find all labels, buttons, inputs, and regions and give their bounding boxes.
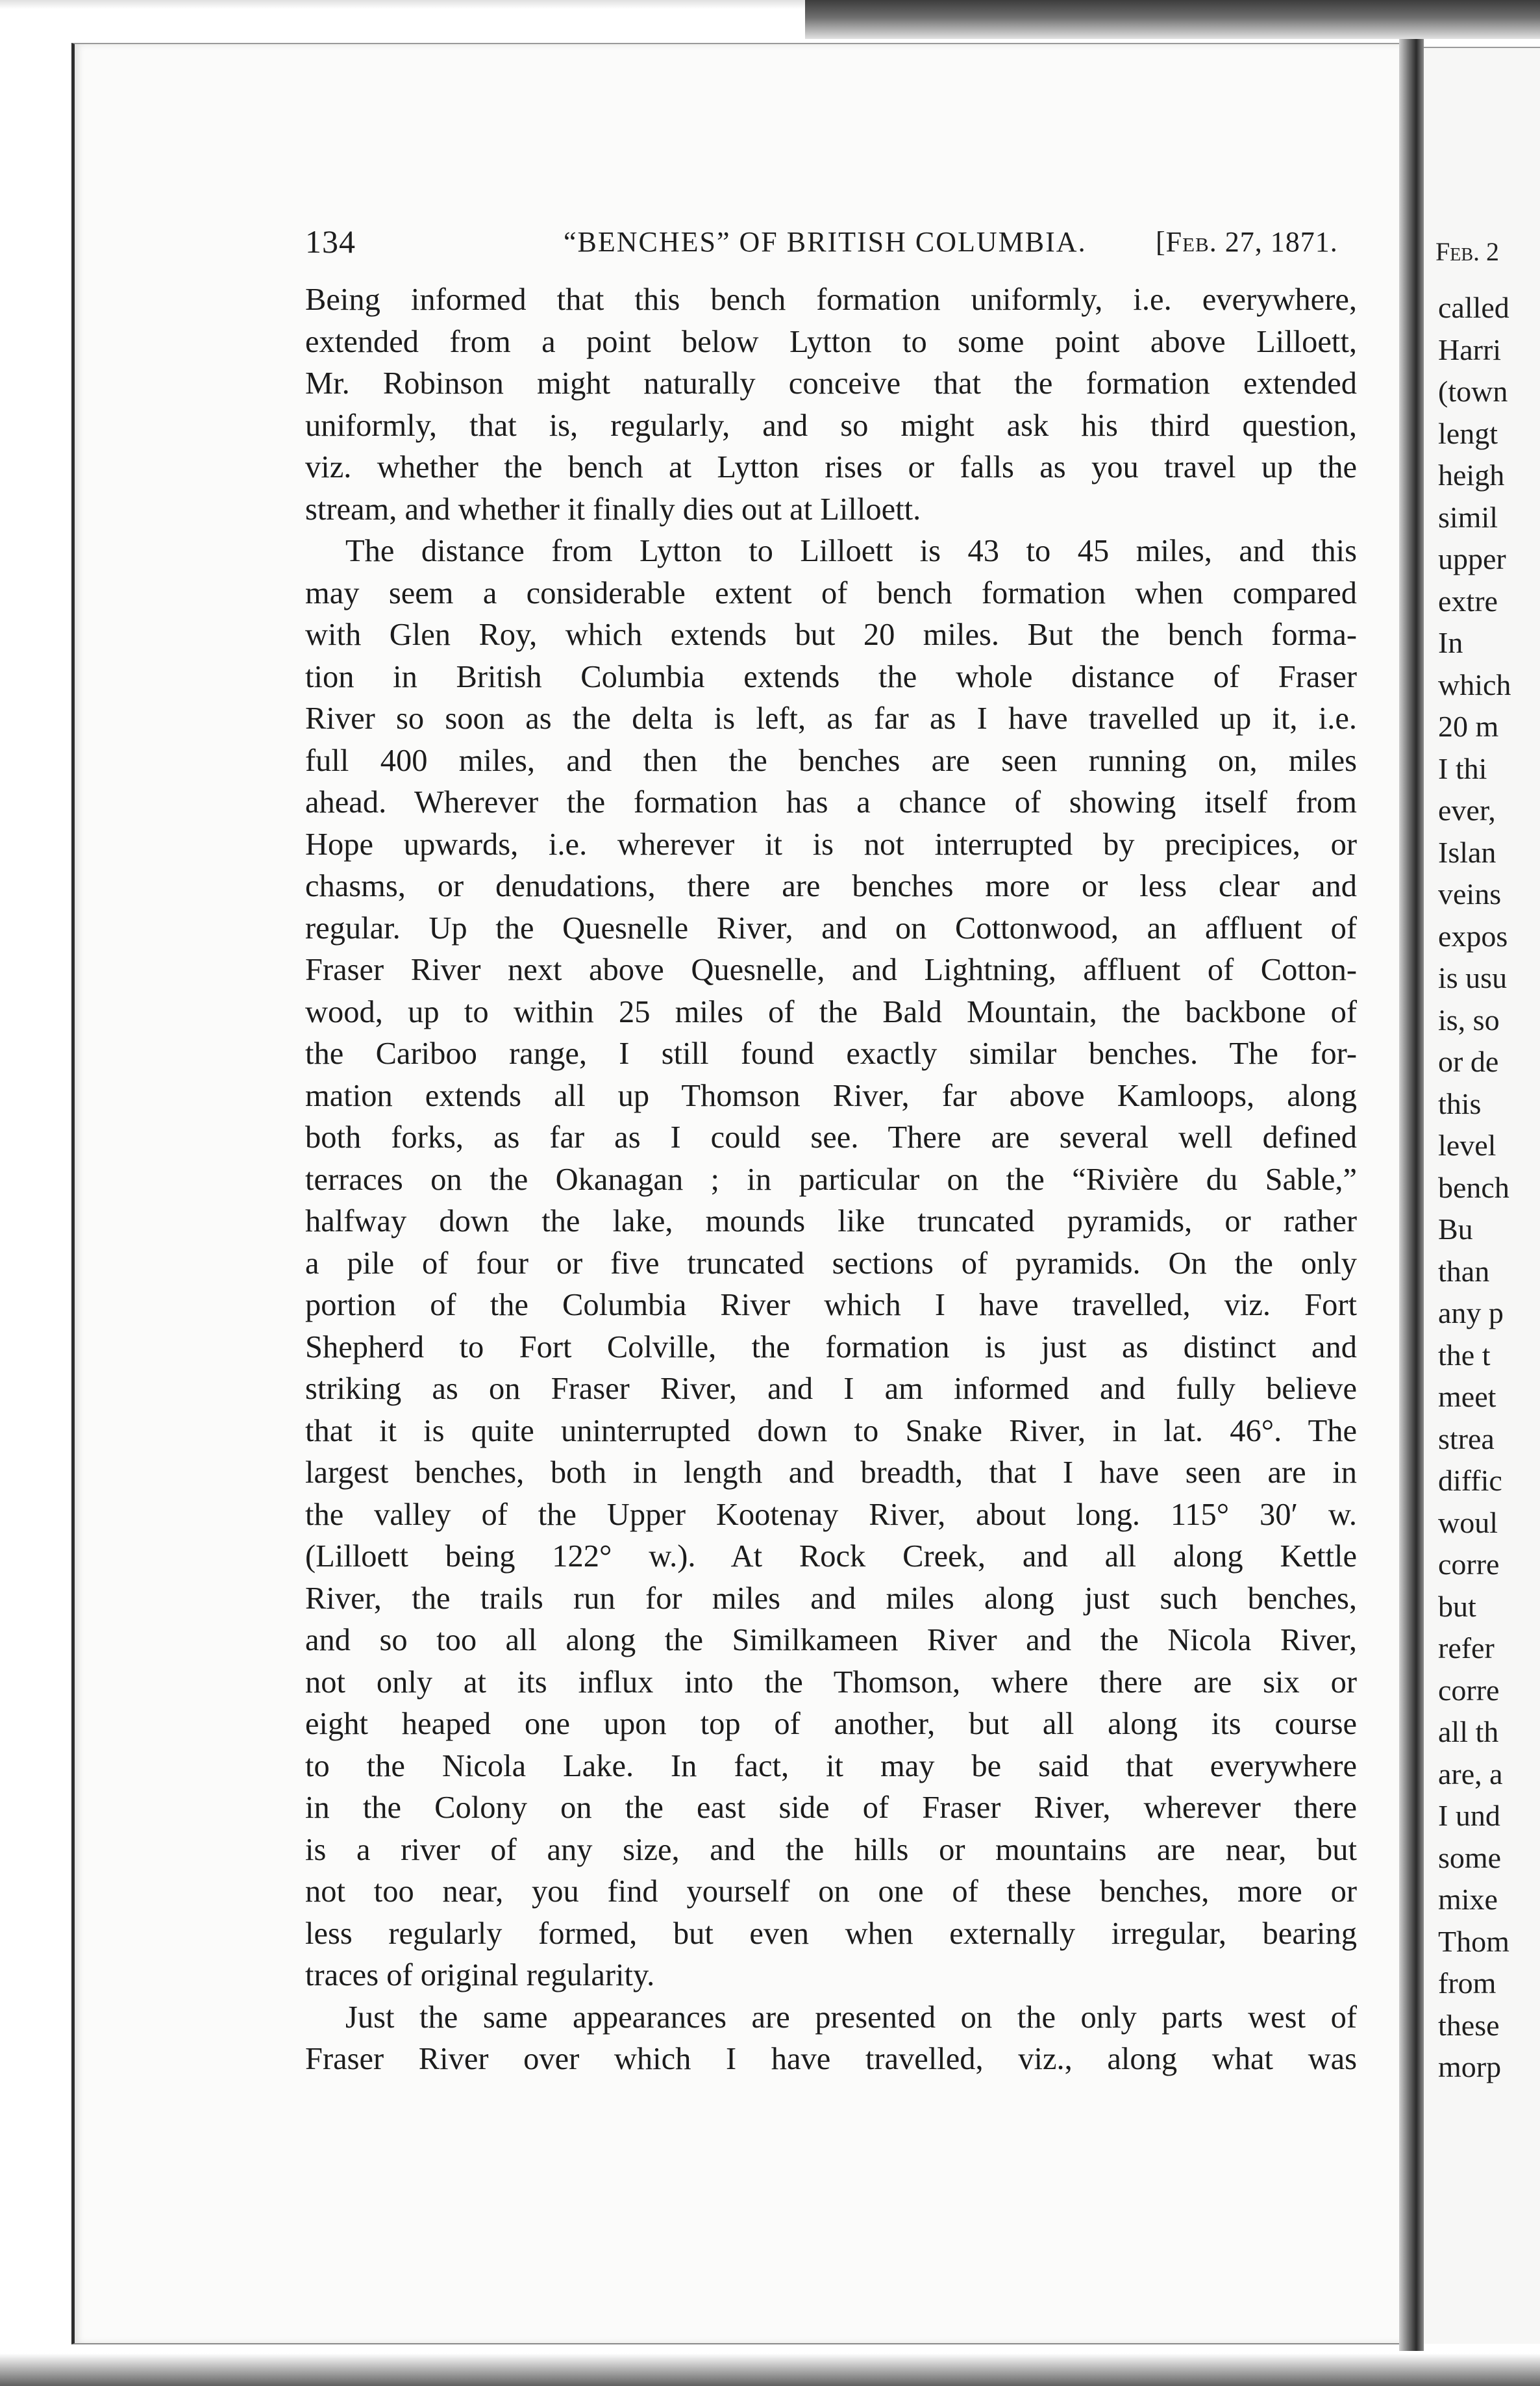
next-page-line: lengt xyxy=(1438,416,1498,450)
text-line: River, the trails run for miles and miles along just such benches, xyxy=(305,1581,1357,1616)
running-title: “BENCHES” OF BRITISH COLUMBIA. xyxy=(564,226,1087,258)
next-page-line: In xyxy=(1438,626,1463,659)
next-page-line: mixe xyxy=(1438,1883,1498,1916)
page-number: 134 xyxy=(305,223,356,260)
next-page-line: I thi xyxy=(1438,751,1487,785)
text-line: in the Colony on the east side of Fraser River, wherever there xyxy=(305,1790,1357,1825)
next-page-line: bench xyxy=(1438,1170,1509,1204)
text-line: Being informed that this bench formation uniformly, i.e. everywhere, xyxy=(305,283,1357,317)
next-page-line: is, so xyxy=(1438,1003,1500,1036)
next-page-line: I und xyxy=(1438,1799,1500,1832)
text-line: stream, and whether it finally dies out at Lilloett. xyxy=(305,492,921,527)
next-page-line: (town xyxy=(1438,375,1508,408)
next-page-line: expos xyxy=(1438,919,1508,953)
book-gutter xyxy=(1399,39,1424,2351)
next-page-line: Bu xyxy=(1438,1212,1473,1246)
text-line: portion of the Columbia River which I have travelled, viz. Fort xyxy=(305,1288,1357,1322)
text-line: less regularly formed, but even when externally irregular, bearing xyxy=(305,1916,1357,1951)
scan-top-shadow xyxy=(805,0,1540,39)
next-page-line: woul xyxy=(1438,1505,1498,1539)
text-line: (Lilloett being 122° w.). At Rock Creek, and all along Kettle xyxy=(305,1539,1357,1574)
next-page-line: are, a xyxy=(1438,1757,1503,1790)
text-line: may seem a considerable extent of bench formation when compared xyxy=(305,575,1357,610)
text-line: with Glen Roy, which extends but 20 miles. But the bench forma- xyxy=(305,618,1357,652)
text-line: to the Nicola Lake. In fact, it may be said that everywhere xyxy=(305,1748,1357,1783)
text-line: Fraser River next above Quesnelle, and Lightning, affluent of Cotton- xyxy=(305,953,1357,987)
next-page-line: strea xyxy=(1438,1422,1495,1455)
text-line: not only at its influx into the Thomson, where there are six or xyxy=(305,1664,1357,1700)
next-page-line: all th xyxy=(1438,1715,1499,1748)
text-line: extended from a point below Lytton to some point above Lilloett, xyxy=(305,324,1357,359)
text-line: the valley of the Upper Kootenay River, about long. 115° 30′ w. xyxy=(305,1497,1357,1532)
text-line: eight heaped one upon top of another, but all along its course xyxy=(305,1707,1357,1741)
next-page-line: corre xyxy=(1438,1673,1500,1707)
next-page-line: Islan xyxy=(1438,835,1497,869)
scan-top-edge xyxy=(0,0,805,9)
text-line: The distance from Lytton to Lilloett is 43 to 45 miles, and this xyxy=(345,534,1357,568)
text-line: Shepherd to Fort Colville, the formation is just as distinct and xyxy=(305,1329,1357,1364)
text-line: viz. whether the bench at Lytton rises or falls as you travel up the xyxy=(305,450,1357,484)
next-page-line: refer xyxy=(1438,1631,1495,1664)
next-page-line: any p xyxy=(1438,1296,1504,1329)
next-page-line: the t xyxy=(1438,1338,1491,1372)
next-page-line: veins xyxy=(1438,877,1502,910)
next-page-text xyxy=(1438,287,1511,2089)
next-page-line: is usu xyxy=(1438,961,1508,994)
next-page-line: extre xyxy=(1438,584,1498,618)
text-line: and so too all along the Similkameen River and the Nicola River, xyxy=(305,1623,1357,1657)
running-head xyxy=(305,223,1376,268)
text-line: full 400 miles, and then the benches are seen running on, miles xyxy=(305,743,1357,778)
scan-bottom-shadow xyxy=(0,2354,1540,2386)
next-page-line: meet xyxy=(1438,1380,1497,1413)
next-page-line: but xyxy=(1438,1589,1476,1623)
text-line: wood, up to within 25 miles of the Bald Mountain, the backbone of xyxy=(305,994,1357,1029)
text-line: a pile of four or five truncated sections of pyramids. On the only xyxy=(305,1246,1357,1281)
book-page-right-partial xyxy=(1424,47,1540,2344)
next-page-line: diffic xyxy=(1438,1464,1502,1497)
text-line: halfway down the lake, mounds like truncated pyramids, or rather xyxy=(305,1204,1357,1238)
next-page-line: called xyxy=(1438,291,1509,324)
next-page-line: Thom xyxy=(1438,1924,1509,1958)
text-line: tion in British Columbia extends the whole distance of Fraser xyxy=(305,659,1357,694)
text-line: Hope upwards, i.e. wherever it is not interrupted by precipices, or xyxy=(305,827,1357,862)
text-line: terraces on the Okanagan ; in particular on the “Rivière du Sable,” xyxy=(305,1162,1357,1197)
text-line: both forks, as far as I could see. There are several well defined xyxy=(305,1120,1357,1155)
next-page-line: which xyxy=(1438,668,1511,701)
next-page-line: from xyxy=(1438,1966,1497,2000)
text-line: that it is quite uninterrupted down to Snake River, in lat. 46°. The xyxy=(305,1413,1357,1448)
next-page-line: morp xyxy=(1438,2050,1502,2083)
next-page-line: or de xyxy=(1438,1045,1499,1078)
next-page-line: 20 m xyxy=(1438,710,1499,743)
text-line: regular. Up the Quesnelle River, and on Cottonwood, an affluent of xyxy=(305,910,1357,946)
text-line: traces of original regularity. xyxy=(305,1958,655,1992)
next-page-line: upper xyxy=(1438,542,1506,575)
text-line: largest benches, both in length and breadth, that I have seen are in xyxy=(305,1455,1357,1490)
next-page-line: Harri xyxy=(1438,333,1502,366)
text-line: Mr. Robinson might naturally conceive that the formation extended xyxy=(305,366,1357,401)
next-page-line: than xyxy=(1438,1254,1490,1288)
next-page-line: some xyxy=(1438,1840,1502,1874)
running-date: [Feb. 27, 1871. xyxy=(1156,226,1338,258)
next-page-line: this xyxy=(1438,1086,1482,1120)
next-page-running-head: Feb. 2 xyxy=(1435,237,1500,266)
text-line: chasms, or denudations, there are benches more or less clear and xyxy=(305,869,1357,903)
text-line: striking as on Fraser River, and I am informed and fully believe xyxy=(305,1372,1357,1406)
text-line: the Cariboo range, I still found exactly similar benches. The for- xyxy=(305,1036,1357,1071)
text-line: Fraser River over which I have travelled, viz., along what was xyxy=(305,2042,1357,2076)
next-page-line: simil xyxy=(1438,500,1498,534)
next-page-line: level xyxy=(1438,1129,1497,1162)
next-page-line: corre xyxy=(1438,1548,1500,1581)
text-line: River so soon as the delta is left, as far as I have travelled up it, i.e. xyxy=(305,701,1357,736)
page-body-text xyxy=(305,279,1357,2081)
text-line: not too near, you find yourself on one of these benches, more or xyxy=(305,1874,1357,1909)
next-page-line: ever, xyxy=(1438,794,1496,827)
next-page-line: heigh xyxy=(1438,458,1505,492)
text-line: is a river of any size, and the hills or mountains are near, but xyxy=(305,1832,1357,1867)
text-line: Just the same appearances are presented on the only parts west of xyxy=(345,2000,1357,2035)
next-page-line: these xyxy=(1438,2008,1500,2042)
text-line: uniformly, that is, regularly, and so might ask his third question, xyxy=(305,408,1357,443)
text-line: ahead. Wherever the formation has a chance of showing itself from xyxy=(305,785,1357,820)
text-line: mation extends all up Thomson River, far above Kamloops, along xyxy=(305,1078,1357,1113)
